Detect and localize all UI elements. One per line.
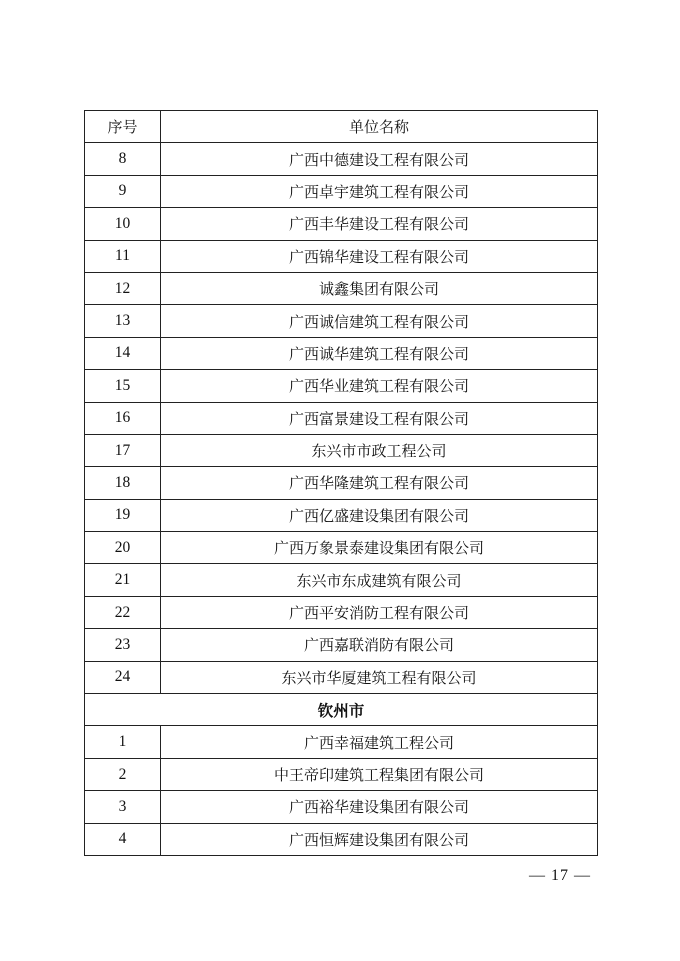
- section-title-qinzhou: 钦州市: [85, 694, 598, 726]
- table-row: [85, 402, 598, 434]
- table-header-row: [85, 111, 598, 143]
- table-row: [85, 467, 598, 499]
- row-company-name: 东兴市华厦建筑工程有限公司: [161, 661, 598, 693]
- table-row: [85, 564, 598, 596]
- table-row: [85, 337, 598, 369]
- row-company-name: 诚鑫集团有限公司: [161, 272, 598, 304]
- row-serial-number: 8: [85, 143, 161, 175]
- row-company-name: 广西富景建设工程有限公司: [161, 402, 598, 434]
- table-row: [85, 305, 598, 337]
- row-company-name: 中王帝印建筑工程集团有限公司: [161, 758, 598, 790]
- row-serial-number: 24: [85, 661, 161, 693]
- row-serial-number: 16: [85, 402, 161, 434]
- row-company-name: 广西诚信建筑工程有限公司: [161, 305, 598, 337]
- row-serial-number: 22: [85, 596, 161, 628]
- table-row: [85, 532, 598, 564]
- row-company-name: 广西亿盛建设集团有限公司: [161, 499, 598, 531]
- row-serial-number: 4: [85, 823, 161, 855]
- row-serial-number: 11: [85, 240, 161, 272]
- row-serial-number: 17: [85, 434, 161, 466]
- row-serial-number: 14: [85, 337, 161, 369]
- table-body-section-a: [85, 143, 598, 694]
- row-company-name: 广西中德建设工程有限公司: [161, 143, 598, 175]
- table-row: [85, 499, 598, 531]
- row-company-name: 广西裕华建设集团有限公司: [161, 791, 598, 823]
- table-row: [85, 370, 598, 402]
- row-serial-number: 15: [85, 370, 161, 402]
- table-row: [85, 758, 598, 790]
- table-row: [85, 208, 598, 240]
- row-company-name: 广西丰华建设工程有限公司: [161, 208, 598, 240]
- row-company-name: 广西恒辉建设集团有限公司: [161, 823, 598, 855]
- row-company-name: 广西幸福建筑工程公司: [161, 726, 598, 758]
- table-row: [85, 629, 598, 661]
- row-serial-number: 1: [85, 726, 161, 758]
- row-serial-number: 18: [85, 467, 161, 499]
- row-serial-number: 23: [85, 629, 161, 661]
- row-company-name: 广西万象景泰建设集团有限公司: [161, 532, 598, 564]
- table-row: [85, 175, 598, 207]
- table-row: [85, 661, 598, 693]
- company-list-table: [84, 110, 598, 856]
- table-row: [85, 143, 598, 175]
- row-company-name: 广西卓宇建筑工程有限公司: [161, 175, 598, 207]
- table-row: [85, 240, 598, 272]
- table-row: [85, 434, 598, 466]
- row-serial-number: 10: [85, 208, 161, 240]
- table-row: [85, 726, 598, 758]
- row-company-name: 广西平安消防工程有限公司: [161, 596, 598, 628]
- row-serial-number: 9: [85, 175, 161, 207]
- table-row: [85, 823, 598, 855]
- table-row: [85, 596, 598, 628]
- page-number: — 17 —: [529, 867, 591, 884]
- table-section-heading: [85, 694, 598, 726]
- row-company-name: 东兴市市政工程公司: [161, 434, 598, 466]
- row-serial-number: 19: [85, 499, 161, 531]
- row-company-name: 广西华隆建筑工程有限公司: [161, 467, 598, 499]
- table-body-section-b: [85, 726, 598, 856]
- header-serial-number: 序号: [85, 111, 161, 143]
- row-company-name: 东兴市东成建筑有限公司: [161, 564, 598, 596]
- table-row: [85, 272, 598, 304]
- row-serial-number: 12: [85, 272, 161, 304]
- row-company-name: 广西锦华建设工程有限公司: [161, 240, 598, 272]
- table-row: [85, 791, 598, 823]
- row-serial-number: 21: [85, 564, 161, 596]
- row-company-name: 广西嘉联消防有限公司: [161, 629, 598, 661]
- row-serial-number: 13: [85, 305, 161, 337]
- row-company-name: 广西诚华建筑工程有限公司: [161, 337, 598, 369]
- row-company-name: 广西华业建筑工程有限公司: [161, 370, 598, 402]
- section-row: [85, 694, 598, 726]
- row-serial-number: 2: [85, 758, 161, 790]
- row-serial-number: 20: [85, 532, 161, 564]
- row-serial-number: 3: [85, 791, 161, 823]
- header-company-name: 单位名称: [161, 111, 598, 143]
